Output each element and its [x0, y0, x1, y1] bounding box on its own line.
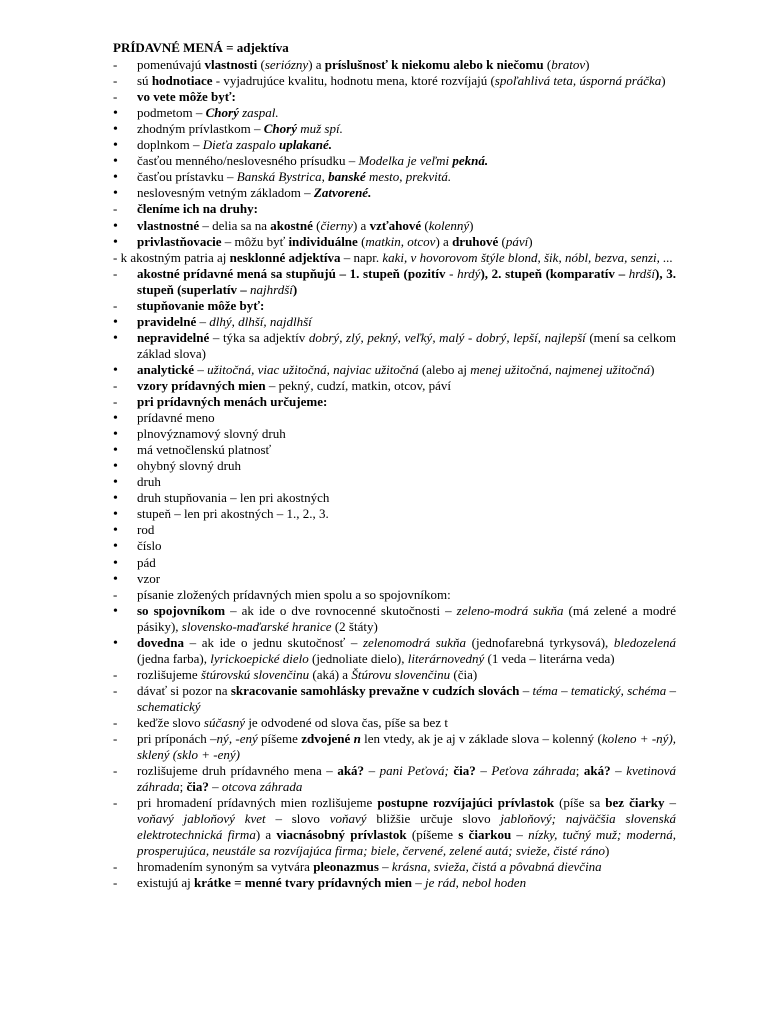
list-item — [113, 715, 676, 731]
dash-marker — [113, 57, 127, 73]
bullet-icon — [113, 458, 127, 475]
list-item-text: pri prídavných menách určujeme: — [137, 394, 328, 410]
list-item-text: neslovesným vetným základom – Zatvorené. — [137, 185, 372, 201]
list-item — [113, 314, 676, 330]
list-item-text: prídavné meno — [137, 410, 215, 426]
list-item — [113, 474, 676, 490]
list-item-text: stupňovanie môže byť: — [137, 297, 265, 313]
list-item — [113, 859, 676, 875]
list-item-text: časťou prístavku – Banská Bystrica, banské mesto, prekvitá. — [137, 169, 452, 185]
list-item-text: pád — [137, 554, 156, 570]
bullet-icon — [113, 410, 127, 427]
list-item-text: rod — [137, 522, 155, 538]
bullet-icon — [113, 362, 127, 379]
list-item-text: privlastňovacie – môžu byť individuálne (matkin, otcov) a druhové (páví) — [137, 233, 533, 249]
dash-marker — [113, 394, 127, 410]
list-item-text: existujú aj krátke = menné tvary prídavných mien – je rád, nebol hoden — [137, 875, 527, 891]
list-item-text: stupeň – len pri akostných – 1., 2., 3. — [137, 506, 329, 522]
list-item-text: ohybný slovný druh — [137, 458, 241, 474]
dash-marker — [113, 683, 127, 699]
list-item-text: časťou menného/neslovesného prísudku – Modelka je veľmi pekná. — [137, 153, 489, 169]
bullet-icon — [113, 121, 127, 138]
bullet-icon — [113, 635, 127, 652]
list-item — [113, 394, 676, 410]
document-title: PRÍDAVNÉ MENÁ = adjektíva — [113, 40, 289, 55]
list-item — [113, 571, 676, 587]
bullet-icon — [113, 314, 127, 331]
dash-marker — [113, 89, 127, 105]
list-item-text: podmetom – Chorý zaspal. — [137, 105, 279, 121]
list-item-text: dávať si pozor na skracovanie samohlásky prevažne v cudzích slovách – téma – tematický, schéma – schematický — [137, 682, 677, 714]
bullet-icon — [113, 330, 127, 347]
list-item-text: nepravidelné – týka sa adjektív dobrý, zlý, pekný, veľký, malý - dobrý, lepší, najlepší (mení sa celkom základ slova) — [137, 329, 676, 361]
list-item-text: keďže slovo súčasný je odvodené od slova čas, píše sa bez t — [137, 714, 448, 730]
list-item-text: zhodným prívlastkom – Chorý muž spí. — [137, 121, 343, 137]
list-item — [113, 378, 676, 394]
list-item — [113, 169, 676, 185]
list-item-text: písanie zložených prídavných mien spolu a so spojovníkom: — [137, 586, 451, 602]
list-item-text: hromadením synoným sa vytvára pleonazmus – krásna, svieža, čistá a pôvabná dievčina — [137, 859, 602, 875]
list-item-text: pri príponách –ný, -ený píšeme zdvojené n len vtedy, ak je aj v základe slova – kolenný (koleno + -ný), sklený (sklo + -ený) — [137, 731, 677, 763]
bullet-icon — [113, 490, 127, 507]
list-item-text: vzory prídavných mien – pekný, cudzí, matkin, otcov, páví — [137, 377, 452, 393]
list-item-text: číslo — [137, 538, 162, 554]
list-item — [113, 330, 676, 362]
list-item-text: rozlišujeme štúrovskú slovenčinu (aká) a Štúrovu slovenčinu (čia) — [137, 666, 478, 682]
list-item-text: pravidelné – dlhý, dlhší, najdlhší — [137, 313, 312, 329]
list-item — [113, 153, 676, 169]
bullet-icon — [113, 153, 127, 170]
dash-marker — [113, 795, 127, 811]
list-item — [113, 683, 676, 715]
dash-marker — [113, 587, 127, 603]
list-item — [113, 185, 676, 201]
bullet-icon — [113, 538, 127, 555]
list-item-text: sú hodnotiace - vyjadrujúce kvalitu, hodnotu mena, ktoré rozvíjajú (spoľahlivá teta, úsporná práčka) — [137, 73, 666, 89]
dash-marker — [113, 201, 127, 217]
list-item-text: rozlišujeme druh prídavného mena – aká? – pani Peťová; čia? – Peťova záhrada; aká? – kvetinová záhrada; čia? – otcova záhrada — [137, 763, 677, 795]
bullet-icon — [113, 185, 127, 202]
dash-marker — [113, 731, 127, 747]
list-item-text: vo vete môže byť: — [137, 89, 236, 105]
dash-marker — [113, 73, 127, 89]
list-item — [113, 763, 676, 795]
list-item-text: plnovýznamový slovný druh — [137, 426, 286, 442]
bullet-icon — [113, 234, 127, 251]
bullet-icon — [113, 442, 127, 459]
list-item — [113, 731, 676, 763]
bullet-icon — [113, 522, 127, 539]
list-item-text: má vetnočlenskú platnosť — [137, 442, 272, 458]
list-item — [113, 201, 676, 217]
list-item — [113, 218, 676, 234]
list-item — [113, 266, 676, 298]
list-item-text: pomenúvajú vlastnosti (seriózny) a príslušnosť k niekomu alebo k niečomu (bratov) — [137, 57, 590, 73]
list-item — [113, 426, 676, 442]
list-item — [113, 538, 676, 554]
bullet-icon — [113, 137, 127, 154]
dash-marker — [113, 763, 127, 779]
list-item-text: členíme ich na druhy: — [137, 201, 258, 217]
list-item — [113, 105, 676, 121]
list-item — [113, 57, 676, 73]
list-item — [113, 362, 676, 378]
list-item — [113, 73, 676, 89]
list-item — [113, 795, 676, 859]
bullet-icon — [113, 218, 127, 235]
dash-marker — [113, 266, 127, 282]
dash-marker — [113, 859, 127, 875]
list-item-text: pri hromadení prídavných mien rozlišujeme postupne rozvíjajúci prívlastok (píše sa bez čiarky – voňavý jabloňový kvet – slovo voňavý bližšie určuje slovo jabloňový; najväčšia slovenská elektrotechnická firma) a viacnásobný prívlastok (píšeme s čiarkou – nízky, tučný muž; moderná, prosperujúca, neustále sa rozvíjajúca firma; biele, červené, zelené autá; svieže, čisté ráno) — [137, 795, 677, 859]
list-item — [113, 89, 676, 105]
bullet-icon — [113, 603, 127, 620]
dash-marker — [113, 298, 127, 314]
list-item — [113, 603, 676, 635]
list-item-text: analytické – užitočná, viac užitočná, najviac užitočná (alebo aj menej užitočná, najmenej užitočná) — [137, 361, 655, 377]
dash-marker — [113, 715, 127, 731]
list-item — [113, 410, 676, 426]
list-item — [113, 234, 676, 250]
list-item — [113, 137, 676, 153]
dash-marker — [113, 875, 127, 891]
dash-marker — [113, 667, 127, 683]
list-item — [113, 298, 676, 314]
bullet-icon — [113, 474, 127, 491]
bullet-icon — [113, 169, 127, 186]
bullet-icon — [113, 105, 127, 122]
list-item — [113, 250, 676, 266]
list-item-text: druh stupňovania – len pri akostných — [137, 490, 330, 506]
list-item-text: akostné prídavné mená sa stupňujú – 1. stupeň (pozitív - hrdý), 2. stupeň (komparatív – hrdší), 3. stupeň (superlatív – najhrdší) — [137, 265, 676, 297]
list-item — [113, 555, 676, 571]
list-item-text: vlastnostné – delia sa na akostné (čierny) a vzťahové (kolenný) — [137, 217, 474, 233]
notes-list — [113, 57, 676, 891]
list-item — [113, 490, 676, 506]
list-item — [113, 587, 676, 603]
list-item — [113, 875, 676, 891]
list-item — [113, 506, 676, 522]
list-item — [113, 121, 676, 137]
list-item-text: so spojovníkom – ak ide o dve rovnocenné skutočnosti – zeleno-modrá sukňa (má zelené a modré pásiky), slovensko-maďarské hranice (2 štáty) — [137, 602, 676, 634]
dash-marker — [113, 378, 127, 394]
bullet-icon — [113, 571, 127, 588]
list-item — [113, 458, 676, 474]
list-item-text: dovedna – ak ide o jednu skutočnosť – zelenomodrá sukňa (jednofarebná tyrkysová), bledozelená (jedna farba), lyrickoepické dielo (jednoliate dielo), literárnovedný (1 veda – literárna veda) — [137, 634, 676, 666]
list-item — [113, 635, 676, 667]
bullet-icon — [113, 555, 127, 572]
list-item — [113, 667, 676, 683]
list-item-text: druh — [137, 474, 161, 490]
bullet-icon — [113, 426, 127, 443]
list-item — [113, 442, 676, 458]
list-item-text: doplnkom – Dieťa zaspalo uplakané. — [137, 137, 333, 153]
bullet-icon — [113, 506, 127, 523]
list-item-text: - k akostným patria aj nesklonné adjektíva – napr. kaki, v hovorovom štýle blond, šik, nóbl, bezva, senzi, ... — [113, 249, 673, 265]
list-item — [113, 522, 676, 538]
list-item-text: vzor — [137, 570, 161, 586]
